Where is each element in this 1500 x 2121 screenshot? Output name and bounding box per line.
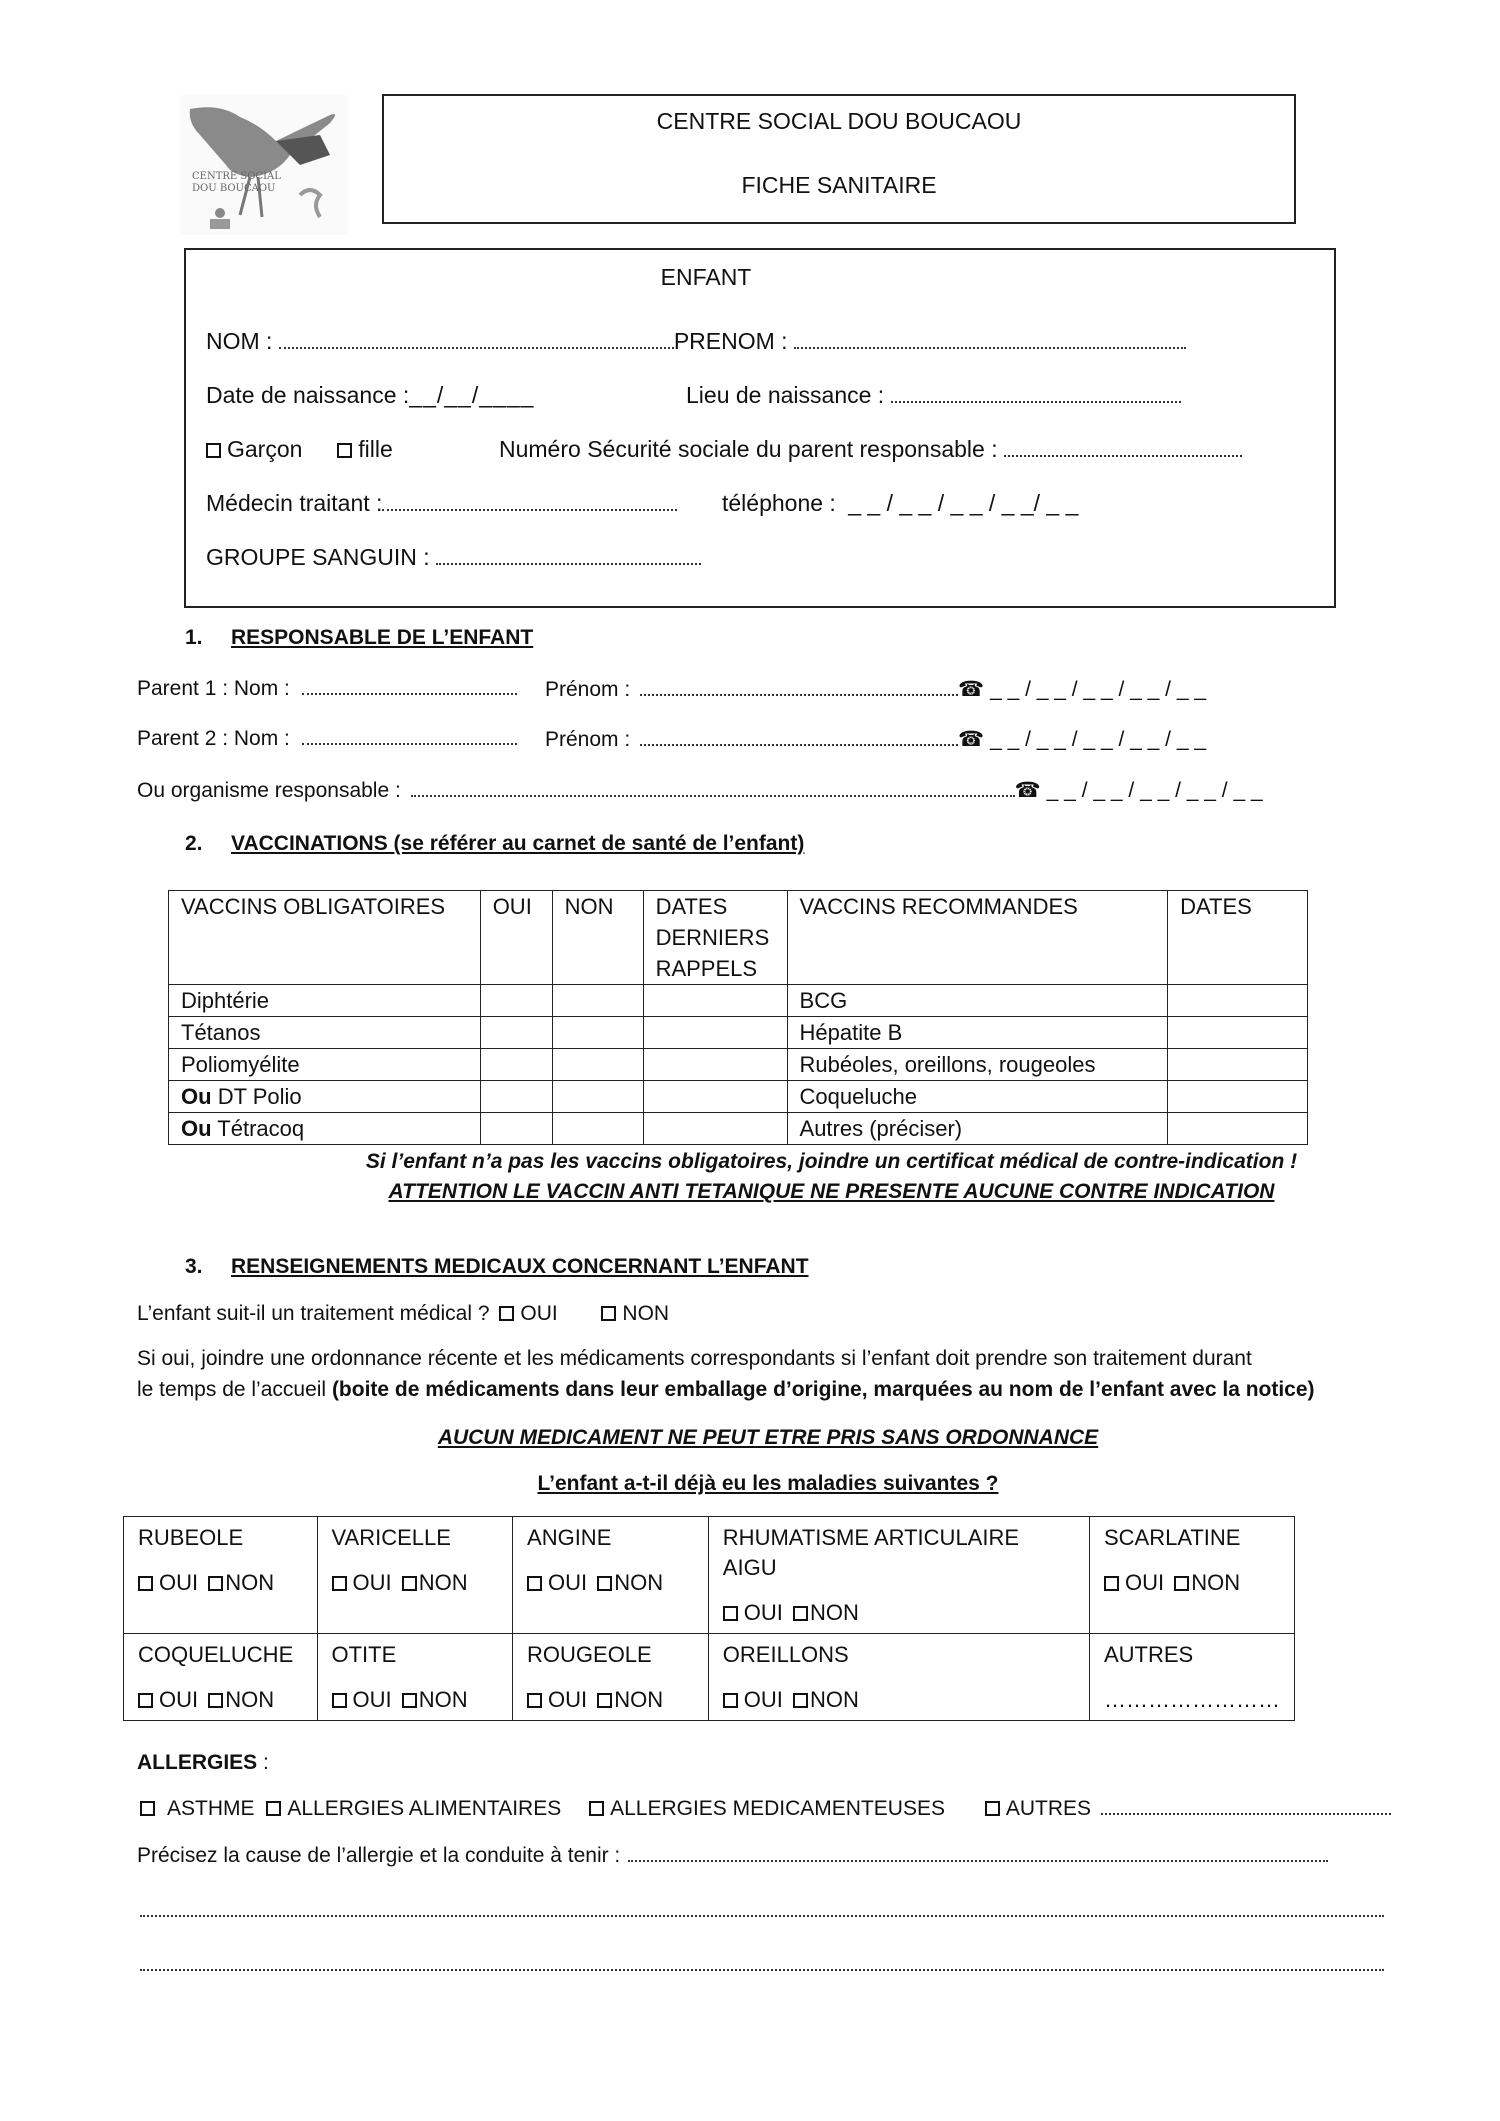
vaccin-obligatoire: Tétanos — [169, 1017, 481, 1049]
date-cell[interactable] — [1168, 1113, 1308, 1145]
maladie-cell: RUBEOLE OUI NON — [124, 1517, 318, 1634]
non-cell[interactable] — [552, 1017, 643, 1049]
table-header — [169, 891, 1308, 985]
parent-2-nom-field[interactable] — [302, 742, 517, 745]
col-vaccins-recommandes: VACCINS RECOMMANDES — [787, 891, 1168, 985]
table-row — [169, 1081, 1308, 1113]
date-cell[interactable] — [643, 1081, 787, 1113]
autres-cell: AUTRES …………………… — [1089, 1634, 1294, 1721]
non-checkbox[interactable] — [402, 1693, 417, 1708]
precisez-line-3[interactable] — [140, 1968, 1384, 1971]
oui-cell[interactable] — [480, 1049, 552, 1081]
table-row — [169, 1017, 1308, 1049]
col-dates: DATES — [1168, 891, 1308, 985]
non-cell[interactable] — [552, 1113, 643, 1145]
section-3-heading: 3. RENSEIGNEMENTS MEDICAUX CONCERNANT L’ENFANT — [185, 1255, 809, 1278]
autres-allergies-field[interactable] — [1101, 1812, 1391, 1815]
oui-cell[interactable] — [480, 1017, 552, 1049]
maladie-cell: COQUELUCHE OUI NON — [124, 1634, 318, 1721]
parent-1-row — [137, 677, 517, 701]
nom-label: NOM : — [206, 328, 273, 354]
logo — [180, 95, 348, 235]
parent-2-row — [137, 727, 517, 751]
medecin-field[interactable] — [382, 508, 677, 511]
maladie-cell: ROUGEOLE OUI NON — [513, 1634, 709, 1721]
oui-checkbox[interactable] — [138, 1576, 153, 1591]
precisez-row — [137, 1844, 1328, 1868]
groupe-sanguin-label: GROUPE SANGUIN : — [206, 544, 430, 570]
nom-field[interactable] — [279, 346, 674, 349]
traitement-row — [137, 1302, 669, 1326]
asthme-label: ASTHME — [167, 1797, 255, 1820]
organisme-phone-field[interactable]: _ _ / _ _ / _ _ / _ _ / _ _ — [1046, 779, 1263, 802]
alimentaires-checkbox[interactable] — [266, 1801, 281, 1816]
oui-checkbox[interactable] — [527, 1693, 542, 1708]
oui-checkbox[interactable] — [723, 1606, 738, 1621]
asthme-checkbox[interactable] — [140, 1801, 155, 1816]
garcon-label: Garçon — [227, 436, 303, 462]
logo-text: CENTRE SOCIAL DOU BOUCAOU — [192, 171, 281, 194]
traitement-oui-checkbox[interactable] — [499, 1306, 514, 1321]
col-oui: OUI — [480, 891, 552, 985]
non-cell[interactable] — [552, 1081, 643, 1113]
section-2-heading: 2. VACCINATIONS (se référer au carnet de santé de l’enfant) — [185, 832, 805, 855]
vaccin-recommande: BCG — [787, 985, 1168, 1017]
non-checkbox[interactable] — [793, 1606, 808, 1621]
organisme-field[interactable] — [411, 794, 1015, 797]
fille-checkbox[interactable] — [337, 443, 352, 458]
non-checkbox[interactable] — [597, 1576, 612, 1591]
non-cell[interactable] — [552, 1049, 643, 1081]
oui-cell[interactable] — [480, 985, 552, 1017]
telephone-field[interactable]: _ _ / _ _ / _ _ / _ _/ _ _ — [848, 490, 1079, 516]
maladie-cell: OREILLONS OUI NON — [708, 1634, 1089, 1721]
oui-checkbox[interactable] — [332, 1576, 347, 1591]
traitement-non-label: NON — [622, 1302, 670, 1325]
garcon-checkbox[interactable] — [206, 443, 221, 458]
oui-checkbox[interactable] — [723, 1693, 738, 1708]
medecin-label: Médecin traitant : — [206, 490, 383, 516]
medicamenteuses-checkbox[interactable] — [589, 1801, 604, 1816]
parent-1-prenom-label: Prénom : — [545, 678, 631, 701]
secu-field[interactable] — [1004, 454, 1242, 457]
date-cell[interactable] — [1168, 1081, 1308, 1113]
non-checkbox[interactable] — [208, 1576, 223, 1591]
alimentaires-label: ALLERGIES ALIMENTAIRES — [287, 1797, 562, 1820]
autres-allergies-checkbox[interactable] — [985, 1801, 1000, 1816]
date-cell[interactable] — [643, 1113, 787, 1145]
ordonnance-para-2: le temps de l’accueil (boite de médicaments dans leur emballage d’origine, marquées au nom de l’enfant avec la notice) — [137, 1378, 1315, 1401]
title-box — [382, 94, 1296, 224]
table-row — [124, 1634, 1295, 1721]
non-checkbox[interactable] — [208, 1693, 223, 1708]
phone-icon: ☎ — [958, 678, 985, 701]
prenom-label: PRENOM : — [673, 328, 788, 354]
vaccin-recommande: Rubéoles, oreillons, rougeoles — [787, 1049, 1168, 1081]
date-naissance-label: Date de naissance : — [206, 382, 410, 408]
autres-allergies-label: AUTRES — [1005, 1797, 1092, 1820]
oui-cell[interactable] — [480, 1113, 552, 1145]
oui-checkbox[interactable] — [1104, 1576, 1119, 1591]
non-checkbox[interactable] — [402, 1576, 417, 1591]
secu-label: Numéro Sécurité sociale du parent responsable : — [499, 436, 998, 462]
vaccin-obligatoire: Diphtérie — [169, 985, 481, 1017]
parent-1-phone-field[interactable]: _ _ / _ _ / _ _ / _ _ / _ _ — [990, 678, 1207, 701]
parent-2-prenom-field[interactable] — [640, 743, 958, 746]
oui-checkbox[interactable] — [332, 1693, 347, 1708]
allergies-heading: ALLERGIES : — [137, 1751, 269, 1774]
parent-2-phone-field[interactable]: _ _ / _ _ / _ _ / _ _ / _ _ — [990, 728, 1207, 751]
non-checkbox[interactable] — [1174, 1576, 1189, 1591]
page-title: FICHE SANITAIRE — [741, 172, 937, 198]
lieu-naissance-label: Lieu de naissance : — [686, 382, 885, 408]
date-cell[interactable] — [643, 1049, 787, 1081]
maladie-cell: SCARLATINE OUI NON — [1089, 1517, 1294, 1634]
precisez-line-2[interactable] — [140, 1914, 1384, 1917]
table-row — [124, 1517, 1295, 1634]
phone-icon: ☎ — [1014, 779, 1041, 802]
stork-logo-icon — [180, 95, 348, 235]
ordonnance-para-1: Si oui, joindre une ordonnance récente et les médicaments correspondants si l’enfant doit prendre son traitement durant — [137, 1347, 1252, 1370]
table-row — [169, 1113, 1308, 1145]
parent-2-prenom-label: Prénom : — [545, 728, 631, 751]
date-cell[interactable] — [1168, 1049, 1308, 1081]
maladie-cell: OTITE OUI NON — [317, 1634, 513, 1721]
fille-label: fille — [358, 436, 393, 462]
maladie-cell: VARICELLE OUI NON — [317, 1517, 513, 1634]
traitement-question: L’enfant suit-il un traitement médical ? — [137, 1302, 490, 1325]
vaccinations-table — [168, 890, 1308, 1145]
prenom-field[interactable] — [794, 346, 1186, 349]
organisme-label: Ou organisme responsable : — [137, 779, 401, 802]
table-row — [169, 1049, 1308, 1081]
organisme-row — [137, 778, 1263, 803]
medicamenteuses-label: ALLERGIES MEDICAMENTEUSES — [610, 1797, 945, 1820]
vaccin-obligatoire: Poliomyélite — [169, 1049, 481, 1081]
date-cell[interactable] — [1168, 1017, 1308, 1049]
vaccin-recommande: Autres (préciser) — [787, 1113, 1168, 1145]
vaccin-note-1: Si l’enfant n’a pas les vaccins obligatoires, joindre un certificat médical de contre-indication ! — [365, 1150, 1298, 1173]
traitement-oui-label: OUI — [520, 1302, 558, 1325]
vaccin-recommande: Hépatite B — [787, 1017, 1168, 1049]
traitement-non-checkbox[interactable] — [601, 1306, 616, 1321]
vaccin-note-2: ATTENTION LE VACCIN ANTI TETANIQUE NE PRESENTE AUCUNE CONTRE INDICATION — [388, 1180, 1275, 1203]
maladies-table — [123, 1516, 1295, 1721]
vaccin-obligatoire: Ou DT Polio — [169, 1081, 481, 1113]
enfant-heading: ENFANT — [660, 264, 752, 290]
maladie-cell: RHUMATISME ARTICULAIRE AIGU OUI NON — [708, 1517, 1089, 1634]
non-checkbox[interactable] — [793, 1693, 808, 1708]
groupe-sanguin-field[interactable] — [436, 562, 701, 565]
allergies-options — [140, 1797, 1391, 1821]
oui-checkbox[interactable] — [138, 1693, 153, 1708]
non-cell[interactable] — [552, 985, 643, 1017]
ordonnance-warning: AUCUN MEDICAMENT NE PEUT ETRE PRIS SANS ORDONNANCE — [437, 1426, 1099, 1449]
non-checkbox[interactable] — [597, 1693, 612, 1708]
vaccin-recommande: Coqueluche — [787, 1081, 1168, 1113]
date-cell[interactable] — [1168, 985, 1308, 1017]
section-1-heading: 1. RESPONSABLE DE L’ENFANT — [185, 626, 534, 649]
telephone-label: téléphone : — [722, 490, 836, 516]
enfant-box — [184, 248, 1336, 608]
precisez-label: Précisez la cause de l’allergie et la conduite à tenir : — [137, 1844, 621, 1867]
date-naissance-field[interactable]: __/__/____ — [409, 382, 535, 408]
oui-checkbox[interactable] — [527, 1576, 542, 1591]
col-vaccins-obligatoires: VACCINS OBLIGATOIRES — [169, 891, 481, 985]
phone-icon: ☎ — [958, 728, 985, 751]
maladie-cell: ANGINE OUI NON — [513, 1517, 709, 1634]
parent-1-label: Parent 1 : Nom : — [137, 677, 290, 700]
date-cell[interactable] — [643, 1017, 787, 1049]
col-non: NON — [552, 891, 643, 985]
date-cell[interactable] — [643, 985, 787, 1017]
parent-1-nom-field[interactable] — [302, 692, 517, 695]
vaccin-obligatoire: Ou Tétracoq — [169, 1113, 481, 1145]
lieu-naissance-field[interactable] — [891, 400, 1181, 403]
precisez-field[interactable] — [628, 1859, 1328, 1862]
oui-cell[interactable] — [480, 1081, 552, 1113]
col-dates-rappels: DATES DERNIERS RAPPELS — [643, 891, 787, 985]
parent-2-label: Parent 2 : Nom : — [137, 727, 290, 750]
parent-1-prenom-field[interactable] — [640, 693, 958, 696]
table-row — [169, 985, 1308, 1017]
autres-field[interactable]: …………………… — [1103, 1687, 1280, 1712]
center-name: CENTRE SOCIAL DOU BOUCAOU — [656, 108, 1022, 134]
maladies-question: L’enfant a-t-il déjà eu les maladies suivantes ? — [537, 1472, 999, 1495]
